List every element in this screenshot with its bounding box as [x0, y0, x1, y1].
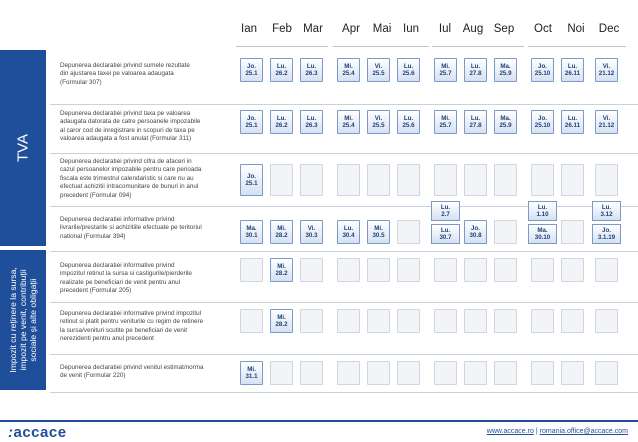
- cell-row4-apr: [337, 220, 360, 244]
- quarter-divider-4: [528, 46, 626, 47]
- month-mar: Mar: [303, 23, 323, 35]
- deadline-date: Lu. 26.3: [305, 114, 318, 129]
- cell-row4-sep: [494, 220, 517, 244]
- month-feb: Feb: [272, 23, 292, 35]
- cell-row7-jan: [240, 361, 263, 385]
- deadline-date: Mi. 25.4: [342, 114, 355, 129]
- cell-row6-mar: [300, 309, 323, 333]
- task-formular-094: Depunerea declaratiei privind cifra de afaceri in cazul persoanelor impozabile pentru care perioada fiscala este trimestrul calendaristic si care nu au efectuat achizitii intracomunitare de bunuri in anul precedent (Formular 094): [60, 158, 202, 199]
- cell-row3-jan: [240, 164, 263, 196]
- cell-row3-jul: [434, 164, 457, 196]
- section-impozit: [0, 250, 46, 390]
- cell-row4-nov: [561, 220, 584, 244]
- deadline-date: Mi. 30.5: [372, 224, 385, 239]
- deadline-date: Jo. 25.1: [245, 62, 258, 77]
- footer-separator: |: [535, 428, 538, 435]
- cell-row6-oct: [531, 309, 554, 333]
- cell-row1-jul: [434, 58, 457, 82]
- cell-row2-may: [367, 110, 390, 134]
- cell-row2-nov: [561, 110, 584, 134]
- cell-row7-sep: [494, 361, 517, 385]
- cell-row6-jul: [434, 309, 457, 333]
- cell-row1-dec: [595, 58, 618, 82]
- cell-row2-oct: [531, 110, 554, 134]
- cell-row6-apr: [337, 309, 360, 333]
- quarter-divider-3: [432, 46, 524, 47]
- deadline-date: Vi. 21.12: [598, 62, 615, 77]
- deadline-date: Lu. 27.8: [469, 62, 482, 77]
- website-link[interactable]: www.accace.ro: [486, 428, 534, 435]
- task-formular-220: Depunerea declaratiei privind venitul estimat/norma de venit (Formular 220): [60, 364, 204, 380]
- task-formular-307: Depunerea declaratiei privind sumele rezultate din ajustarea taxei pe valoarea adaugata (Formular 307): [60, 62, 190, 86]
- cell-row3-oct: [531, 164, 554, 196]
- row-divider: [50, 153, 638, 154]
- cell-row5-apr: [337, 258, 360, 282]
- section-impozit-label: Impozit cu reținere la sursa, impozit pe venit, contribuții sociale și alte obligații: [8, 267, 38, 373]
- cell-row2-mar: [300, 110, 323, 134]
- cell-row7-jul: [434, 361, 457, 385]
- cell-row6-dec: [595, 309, 618, 333]
- section-tva: [0, 50, 46, 246]
- cell-row6-jun: [397, 309, 420, 333]
- cell-row6-feb: [270, 309, 293, 333]
- cell-row3-feb: [270, 164, 293, 196]
- deadline-date: Lu. 30.4: [342, 224, 355, 239]
- deadline-date: Jo. 25.10: [534, 62, 551, 77]
- deadline-date: Ma. 25.9: [499, 62, 512, 77]
- deadline-date: Vi. 21.12: [598, 114, 615, 129]
- cell-row7-dec: [595, 361, 618, 385]
- cell-row2-jan: [240, 110, 263, 134]
- month-oct: Oct: [534, 23, 552, 35]
- cell-row4-dec-top: Lu. 3.12: [592, 201, 621, 221]
- month-jul: Iul: [438, 23, 452, 35]
- deadline-date: Lu. 26.2: [275, 62, 288, 77]
- deadline-date: Mi. 28.2: [275, 313, 288, 328]
- cell-row3-dec: [595, 164, 618, 196]
- cell-row7-jun: [397, 361, 420, 385]
- cell-row4-may: [367, 220, 390, 244]
- row-divider: [50, 104, 638, 105]
- month-aug: Aug: [462, 23, 484, 35]
- deadline-date: Mi. 25.7: [439, 62, 452, 77]
- row-divider: [50, 251, 638, 252]
- cell-row7-feb: [270, 361, 293, 385]
- month-sep: Sep: [493, 23, 515, 35]
- task-formular-394: Depunerea declaratiei informative privind livrarile/prestarile si achizitiile efectuate pe teritoriul national (Formular 394): [60, 216, 202, 240]
- cell-row7-nov: [561, 361, 584, 385]
- month-dec: Dec: [598, 23, 620, 35]
- deadline-date: Jo. 25.1: [245, 172, 258, 187]
- section-tva-label: TVA: [14, 133, 32, 163]
- accace-logo: :accace: [8, 424, 67, 441]
- cell-row5-jul: [434, 258, 457, 282]
- cell-row5-jan: [240, 258, 263, 282]
- cell-row2-jun: [397, 110, 420, 134]
- cell-row1-mar: [300, 58, 323, 82]
- deadline-date: Lu. 26.11: [564, 114, 581, 129]
- deadline-date: Lu. 26.3: [305, 62, 318, 77]
- cell-row3-may: [367, 164, 390, 196]
- cell-row2-sep: [494, 110, 517, 134]
- deadline-date: Lu. 26.11: [564, 62, 581, 77]
- cell-row2-feb: [270, 110, 293, 134]
- cell-row2-apr: [337, 110, 360, 134]
- deadline-date: Lu. 25.6: [402, 114, 415, 129]
- task-formular-205: Depunerea declaratiei informative privind impozitul retinut la sursa si castigurile/pierderile realizate pe beneficiari de venit pentru anul precedent (Formular 205): [60, 262, 192, 295]
- cell-row5-aug: [464, 258, 487, 282]
- task-formular-311: Depunerea declaratiei privind taxa pe valoarea adaugata datorata de catre persoanele impozabile al caror cod de inregistrare in scopuri de taxa pe valoarea adaugata a fost anulat (Formular 311): [60, 110, 201, 143]
- quarter-divider-1: [236, 46, 328, 47]
- cell-row5-nov: [561, 258, 584, 282]
- cell-row1-nov: [561, 58, 584, 82]
- task-impozit-nerezidenti: Depunerea declaratiei informative privind impozitul retinut si platit pentru veniturile cu regim de retinere la sursa/venituri scutite pe beneficiari de venit nerezidenti pentru anul precedent: [60, 310, 204, 343]
- cell-row5-may: [367, 258, 390, 282]
- cell-row5-jun: [397, 258, 420, 282]
- cell-row7-may: [367, 361, 390, 385]
- cell-row5-dec: [595, 258, 618, 282]
- deadline-date: Vi. 30.3: [305, 224, 318, 239]
- cell-row3-nov: [561, 164, 584, 196]
- cell-row6-may: [367, 309, 390, 333]
- cell-row4-jul-top: Lu. 2.7: [431, 201, 460, 221]
- cell-row1-may: [367, 58, 390, 82]
- deadline-date: Ma. 25.9: [499, 114, 512, 129]
- cell-row1-feb: [270, 58, 293, 82]
- cell-row7-mar: [300, 361, 323, 385]
- cell-row1-oct: [531, 58, 554, 82]
- deadline-date: Mi. 31.1: [245, 365, 258, 380]
- cell-row4-oct-top: Lu. 1.10: [528, 201, 557, 221]
- deadline-date: Jo. 25.10: [534, 114, 551, 129]
- cell-row3-jun: [397, 164, 420, 196]
- cell-row6-aug: [464, 309, 487, 333]
- cell-row4-jun: [397, 220, 420, 244]
- deadline-date: Vi. 25.5: [372, 114, 385, 129]
- cell-row4-jul-bottom: Lu. 30.7: [431, 224, 460, 244]
- month-jun: Iun: [403, 23, 419, 35]
- cell-row7-oct: [531, 361, 554, 385]
- deadline-date: Mi. 28.2: [275, 262, 288, 277]
- deadline-date: Vi. 25.5: [372, 62, 385, 77]
- deadline-date: Mi. 25.7: [439, 114, 452, 129]
- deadline-date: Jo. 25.1: [245, 114, 258, 129]
- cell-row4-dec-bottom: Jo. 3.1.19: [592, 224, 621, 244]
- cell-row6-jan: [240, 309, 263, 333]
- deadline-date: Lu. 26.2: [275, 114, 288, 129]
- cell-row3-mar: [300, 164, 323, 196]
- cell-row2-dec: [595, 110, 618, 134]
- footer-divider: [0, 420, 638, 422]
- deadline-date: Jo. 30.8: [469, 224, 482, 239]
- deadline-date: Mi. 28.2: [275, 224, 288, 239]
- deadline-date: Lu. 25.6: [402, 62, 415, 77]
- cell-row5-mar: [300, 258, 323, 282]
- cell-row7-apr: [337, 361, 360, 385]
- cell-row1-jan: [240, 58, 263, 82]
- cell-row6-nov: [561, 309, 584, 333]
- cell-row4-jan: [240, 220, 263, 244]
- cell-row3-aug: [464, 164, 487, 196]
- cell-row4-oct-bottom: Ma. 30.10: [528, 224, 557, 244]
- cell-row1-jun: [397, 58, 420, 82]
- cell-row1-sep: [494, 58, 517, 82]
- cell-row4-mar: [300, 220, 323, 244]
- month-apr: Apr: [342, 23, 360, 35]
- row-divider: [50, 392, 638, 393]
- cell-row2-aug: [464, 110, 487, 134]
- quarter-divider-2: [333, 46, 429, 47]
- month-jan: Ian: [241, 23, 257, 35]
- deadline-date: Ma. 30.1: [245, 224, 258, 239]
- cell-row2-jul: [434, 110, 457, 134]
- cell-row3-apr: [337, 164, 360, 196]
- month-nov: Noi: [567, 23, 585, 35]
- row-divider: [50, 302, 638, 303]
- cell-row4-feb: [270, 220, 293, 244]
- cell-row1-aug: [464, 58, 487, 82]
- cell-row1-apr: [337, 58, 360, 82]
- cell-row5-oct: [531, 258, 554, 282]
- email-link[interactable]: romania.office@accace.com: [539, 428, 628, 435]
- footer-contacts: [487, 428, 628, 435]
- cell-row5-sep: [494, 258, 517, 282]
- row-divider: [50, 354, 638, 355]
- deadline-date: Lu. 27.8: [469, 114, 482, 129]
- cell-row3-sep: [494, 164, 517, 196]
- month-may: Mai: [372, 23, 392, 35]
- deadline-date: Mi. 25.4: [342, 62, 355, 77]
- cell-row6-sep: [494, 309, 517, 333]
- cell-row4-aug: [464, 220, 487, 244]
- cell-row7-aug: [464, 361, 487, 385]
- cell-row5-feb: [270, 258, 293, 282]
